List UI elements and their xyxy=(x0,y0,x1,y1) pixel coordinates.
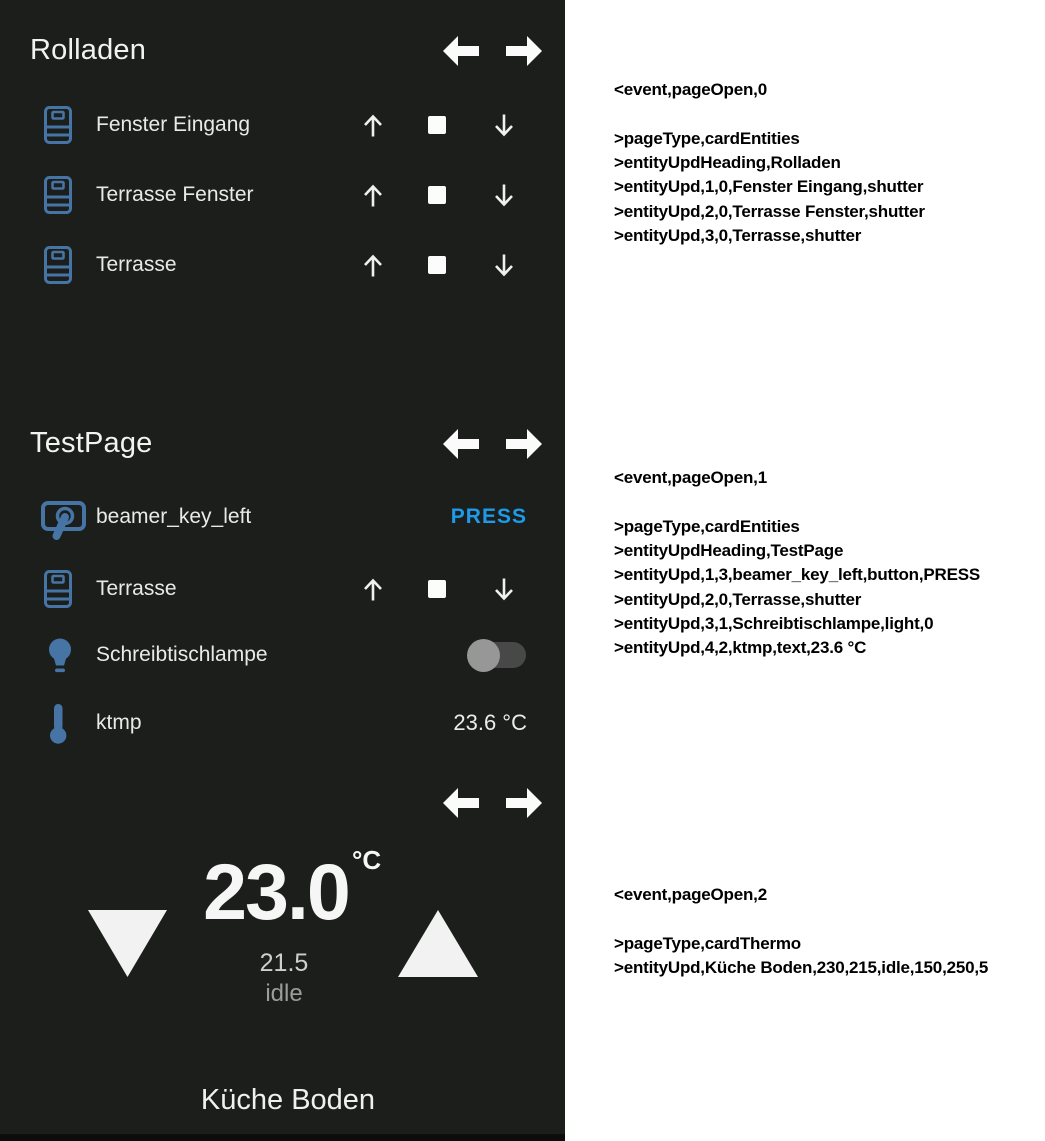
log-event-line: <event,pageOpen,2 xyxy=(614,885,767,904)
nav-next-button[interactable] xyxy=(506,428,543,465)
shutter-stop-button[interactable] xyxy=(428,256,446,274)
log-line: >pageType,cardThermo xyxy=(614,933,801,953)
log-block-2 xyxy=(614,883,988,980)
toggle-knob xyxy=(467,639,500,672)
nav-left-arrow-icon xyxy=(442,428,479,460)
strip-bottom-bar xyxy=(0,1134,565,1141)
log-line: >pageType,cardEntities xyxy=(614,516,800,536)
thermo-entity-name: Küche Boden xyxy=(200,1084,376,1116)
log-line: >entityUpd,4,2,ktmp,text,23.6 °C xyxy=(614,638,867,658)
nav-prev-button[interactable] xyxy=(442,787,479,824)
nav-left-arrow-icon xyxy=(442,787,479,819)
thermo-temp-down-button[interactable] xyxy=(88,910,167,982)
log-line: >entityUpdHeading,Rolladen xyxy=(614,152,841,172)
log-block-0 xyxy=(614,78,925,248)
nav-next-button[interactable] xyxy=(506,35,543,72)
nav-right-arrow-icon xyxy=(506,428,543,460)
log-event-line: <event,pageOpen,1 xyxy=(614,468,767,487)
triangle-up-icon xyxy=(398,910,478,977)
thermo-target-temp: 21.5 xyxy=(259,949,309,977)
nav-right-arrow-icon xyxy=(506,787,543,819)
log-blank-line xyxy=(614,490,980,514)
log-line: >entityUpd,3,1,Schreibtischlampe,light,0 xyxy=(614,613,934,633)
nav-prev-button[interactable] xyxy=(442,428,479,465)
shutter-icon xyxy=(44,246,72,289)
shutter-up-button[interactable] xyxy=(361,112,385,144)
log-line: >entityUpd,1,0,Fenster Eingang,shutter xyxy=(614,177,924,197)
triangle-down-icon xyxy=(88,910,167,977)
shutter-icon xyxy=(44,106,72,149)
shutter-stop-button[interactable] xyxy=(428,116,446,134)
shutter-stop-button[interactable] xyxy=(428,186,446,204)
entity-label: Terrasse xyxy=(96,577,177,600)
shutter-down-button[interactable] xyxy=(492,252,516,284)
entity-label: beamer_key_left xyxy=(96,505,252,528)
thermo-temp-up-button[interactable] xyxy=(398,910,478,982)
shutter-down-button[interactable] xyxy=(492,112,516,144)
thermo-state: idle xyxy=(265,980,303,1007)
log-line: >entityUpd,Küche Boden,230,215,idle,150,250,5 xyxy=(614,957,989,977)
lightbulb-icon xyxy=(47,638,73,679)
shutter-stop-button[interactable] xyxy=(428,580,446,598)
log-event-line: <event,pageOpen,0 xyxy=(614,80,767,99)
shutter-down-button[interactable] xyxy=(492,576,516,608)
log-line: >entityUpd,3,0,Terrasse,shutter xyxy=(614,225,862,245)
press-button[interactable]: PRESS xyxy=(450,505,527,528)
entity-label: Schreibtischlampe xyxy=(96,643,268,666)
entity-label: Terrasse xyxy=(96,253,177,276)
shutter-up-button[interactable] xyxy=(361,252,385,284)
shutter-down-button[interactable] xyxy=(492,182,516,214)
tap-button-icon xyxy=(41,497,87,548)
thermometer-icon xyxy=(48,702,68,749)
shutter-up-button[interactable] xyxy=(361,576,385,608)
shutter-icon xyxy=(44,176,72,219)
thermo-current-temp: 23.0 xyxy=(203,847,349,936)
page-title: TestPage xyxy=(30,427,153,459)
log-line: >pageType,cardEntities xyxy=(614,128,800,148)
log-line: >entityUpd,1,3,beamer_key_left,button,PRESS xyxy=(614,565,980,585)
log-blank-line xyxy=(614,102,925,126)
thermo-unit: °C xyxy=(352,845,382,875)
log-line: >entityUpd,2,0,Terrasse,shutter xyxy=(614,589,862,609)
nav-left-arrow-icon xyxy=(442,35,479,67)
log-line: >entityUpd,2,0,Terrasse Fenster,shutter xyxy=(614,201,925,221)
light-toggle[interactable] xyxy=(467,638,527,672)
shutter-icon xyxy=(44,570,72,613)
nav-next-button[interactable] xyxy=(506,787,543,824)
nav-right-arrow-icon xyxy=(506,35,543,67)
entity-label: Terrasse Fenster xyxy=(96,183,254,206)
entity-label: Fenster Eingang xyxy=(96,113,251,136)
sensor-value: 23.6 °C xyxy=(453,710,527,735)
log-blank-line xyxy=(614,907,988,931)
entity-label: ktmp xyxy=(96,711,142,734)
shutter-up-button[interactable] xyxy=(361,182,385,214)
log-line: >entityUpdHeading,TestPage xyxy=(614,540,844,560)
page-title: Rolladen xyxy=(30,34,147,66)
log-block-1 xyxy=(614,466,980,661)
nav-prev-button[interactable] xyxy=(442,35,479,72)
